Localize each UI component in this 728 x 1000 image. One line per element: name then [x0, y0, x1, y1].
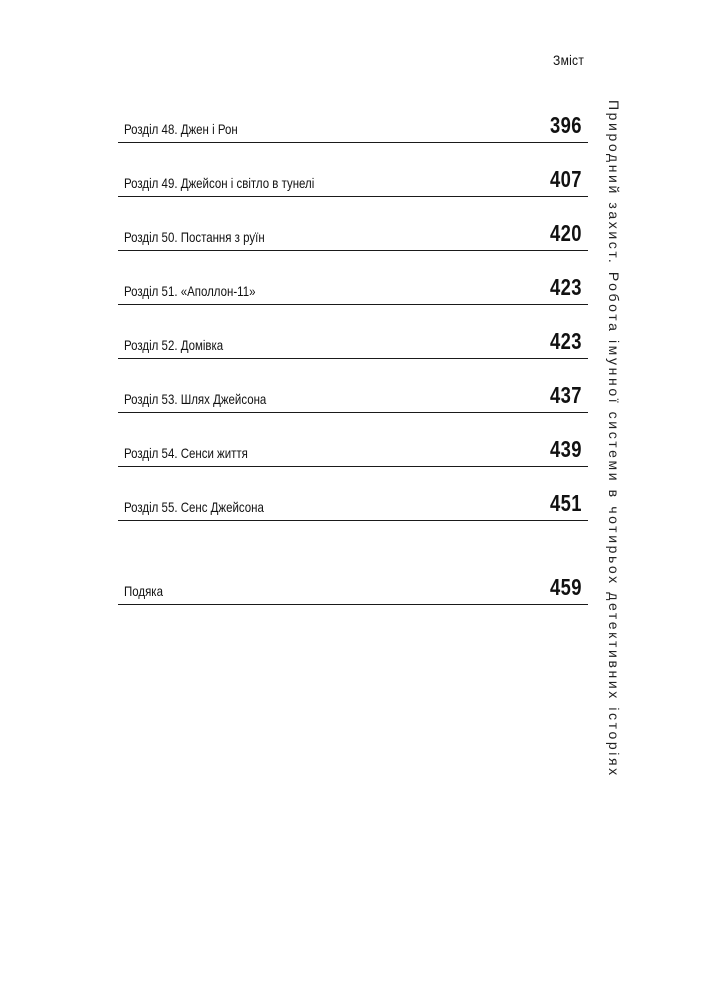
toc-entry-page: 439 — [550, 436, 582, 462]
toc-entry-page: 396 — [550, 112, 582, 138]
toc-entry-title: Подяка — [124, 583, 163, 599]
toc-entry-page: 423 — [550, 328, 582, 354]
running-book-title: Природний захист. Робота імунної системи в чотирьох детективних історіях — [606, 100, 622, 778]
toc-entry — [118, 262, 588, 305]
toc-entry — [118, 208, 588, 251]
toc-entry — [118, 424, 588, 467]
toc-entry-page: 437 — [550, 382, 582, 408]
toc-entry-page: 459 — [550, 574, 582, 600]
toc-entry-title: Розділ 49. Джейсон і світло в тунелі — [124, 175, 315, 191]
toc-entry-page: 451 — [550, 490, 582, 516]
toc-entry-page: 420 — [550, 220, 582, 246]
toc-entry-title: Розділ 53. Шлях Джейсона — [124, 391, 267, 407]
toc-entry — [118, 100, 588, 143]
toc-entry — [118, 316, 588, 359]
toc-entry-title: Розділ 55. Сенс Джейсона — [124, 499, 264, 515]
toc-entry-title: Розділ 54. Сенси життя — [124, 445, 248, 461]
toc-entry — [118, 370, 588, 413]
toc-entry — [118, 478, 588, 521]
toc-entry-page: 423 — [550, 274, 582, 300]
toc-entry-page: 407 — [550, 166, 582, 192]
toc-entry-title: Розділ 50. Постання з руїн — [124, 229, 265, 245]
toc-entry-acknowledgements — [118, 562, 588, 605]
toc-entry-title: Розділ 52. Домівка — [124, 337, 224, 353]
toc-entry-title: Розділ 48. Джен і Рон — [124, 121, 238, 137]
toc-entry-title: Розділ 51. «Аполлон-11» — [124, 283, 256, 299]
toc-entry — [118, 154, 588, 197]
page-header: Зміст — [552, 52, 584, 68]
